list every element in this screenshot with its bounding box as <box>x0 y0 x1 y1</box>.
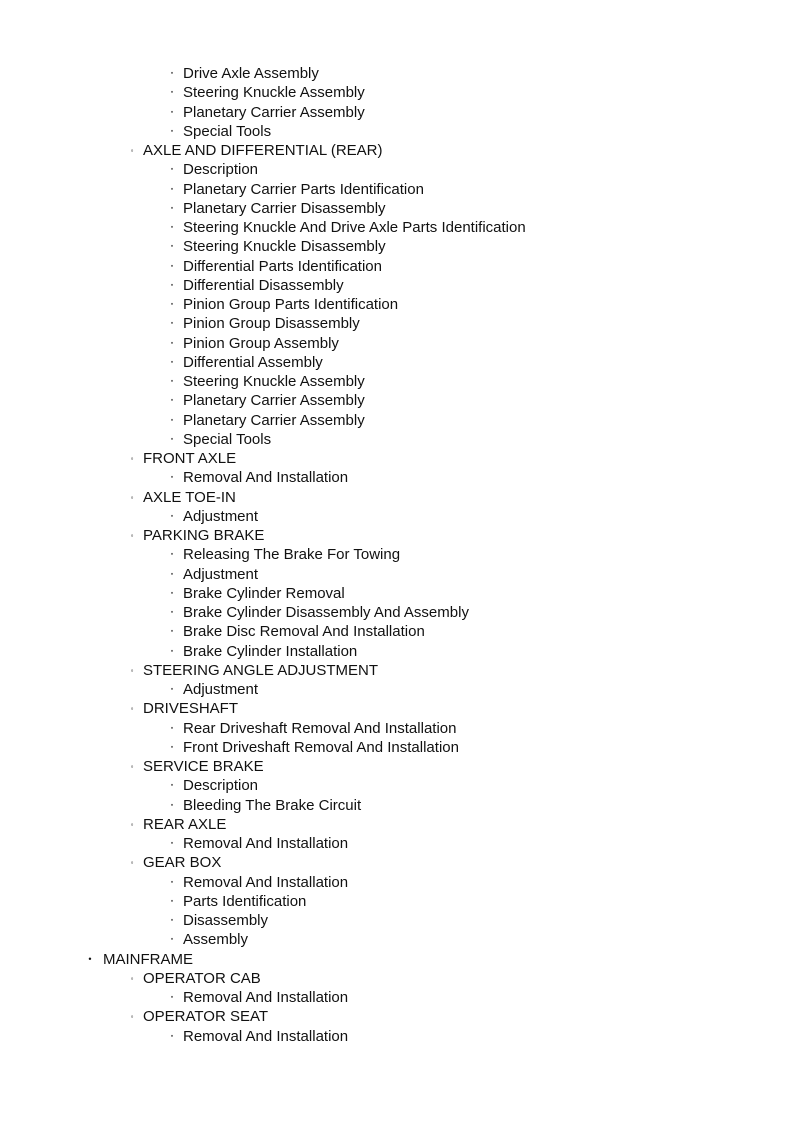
toc-entry-label: GEAR BOX <box>143 854 222 872</box>
toc-entry-label: Steering Knuckle Disassembly <box>183 238 386 256</box>
toc-entry[interactable] <box>0 873 794 892</box>
bullet-square-icon: ▪ <box>170 204 174 212</box>
toc-entry-label: SERVICE BRAKE <box>143 758 264 775</box>
bullet-square-icon: ▪ <box>170 358 174 366</box>
toc-entry[interactable] <box>0 353 794 372</box>
toc-entry[interactable] <box>0 930 794 949</box>
toc-entry-label: STEERING ANGLE ADJUSTMENT <box>143 661 379 679</box>
bullet-square-icon: ▪ <box>170 243 174 251</box>
toc-entry-label: Bleeding The Brake Circuit <box>183 796 362 814</box>
toc-entry-label: REAR AXLE <box>143 815 227 833</box>
toc-entry-label: Assembly <box>183 931 249 949</box>
toc-entry[interactable] <box>0 160 794 179</box>
bullet-square-icon: ▪ <box>170 609 174 616</box>
toc-entry[interactable] <box>0 237 794 256</box>
toc-entry-label: MAINFRAME <box>103 950 193 968</box>
toc-entry-label: Parts Identification <box>183 892 307 910</box>
bullet-circle-icon: ◦ <box>130 1012 134 1022</box>
bullet-square-icon: ▪ <box>170 474 174 482</box>
toc-entry-label: Special Tools <box>183 430 272 448</box>
bullet-square-icon: ▪ <box>170 724 174 732</box>
toc-entry[interactable] <box>0 468 794 487</box>
toc-entry-label: Removal And Installation <box>183 1027 349 1045</box>
bullet-circle-icon: ◦ <box>130 665 134 675</box>
toc-entry[interactable] <box>0 584 794 603</box>
bullet-circle-icon: ◦ <box>130 454 134 463</box>
bullet-square-icon: ▪ <box>170 782 174 790</box>
toc-entry[interactable] <box>0 719 794 738</box>
toc-entry-label: Front Driveshaft Removal And Installation <box>183 738 459 756</box>
toc-chapter[interactable] <box>0 526 794 545</box>
bullet-square-icon: ▪ <box>170 281 174 289</box>
bullet-square-icon: ▪ <box>170 70 174 77</box>
bullet-square-icon: ▪ <box>170 166 174 174</box>
toc-entry[interactable] <box>0 796 794 815</box>
toc-entry[interactable] <box>0 834 794 853</box>
bullet-square-icon: ▪ <box>170 686 174 693</box>
bullet-square-icon: ▪ <box>170 628 174 636</box>
toc-entry[interactable] <box>0 199 794 218</box>
toc-entry[interactable] <box>0 314 794 333</box>
toc-entry-label: OPERATOR SEAT <box>143 1008 269 1026</box>
toc-entry-label: Description <box>183 161 259 179</box>
bullet-circle-icon: ◦ <box>130 973 134 983</box>
toc-entry-label: Pinion Group Assembly <box>183 334 339 352</box>
bullet-square-icon: ▪ <box>170 743 174 751</box>
toc-entry-label: OPERATOR CAB <box>143 969 261 987</box>
toc-entry[interactable] <box>0 507 794 526</box>
bullet-circle-icon: ◦ <box>130 704 134 714</box>
toc-entry-label: DRIVESHAFT <box>143 700 239 718</box>
toc-entry[interactable] <box>0 276 794 295</box>
bullet-circle-icon: ◦ <box>130 531 134 540</box>
toc-chapter[interactable] <box>0 757 794 776</box>
toc-entry[interactable] <box>0 622 794 641</box>
bullet-square-icon: ▪ <box>170 570 174 578</box>
bullet-square-icon: ▪ <box>170 435 174 443</box>
toc-entry-label: Adjustment <box>183 681 259 698</box>
bullet-square-icon: ▪ <box>170 89 174 97</box>
toc-entry-label: Disassembly <box>183 912 269 929</box>
toc-entry-label: Adjustment <box>183 507 259 525</box>
toc-entry-label: AXLE TOE-IN <box>143 488 236 506</box>
toc-entry[interactable] <box>0 334 794 353</box>
bullet-square-icon: ▪ <box>170 840 174 847</box>
toc-entry[interactable] <box>0 122 794 141</box>
toc-entry-label: Planetary Carrier Disassembly <box>183 199 386 217</box>
bullet-square-icon: ▪ <box>170 897 174 905</box>
toc-entry[interactable] <box>0 391 794 410</box>
toc-entry[interactable] <box>0 64 794 83</box>
bullet-square-icon: ▪ <box>170 936 174 944</box>
toc-entry-label: PARKING BRAKE <box>143 527 265 544</box>
toc-entry-label: Steering Knuckle And Drive Axle Parts Identification <box>183 219 526 236</box>
toc-entry[interactable] <box>0 430 794 449</box>
bullet-square-icon: ▪ <box>170 262 174 270</box>
toc-entry-label: Brake Cylinder Disassembly And Assembly <box>183 604 469 621</box>
toc-entry-label: Pinion Group Parts Identification <box>183 296 399 313</box>
bullet-square-icon: ▪ <box>170 589 174 597</box>
toc-entry-label: Differential Assembly <box>183 353 323 371</box>
bullet-square-icon: ▪ <box>170 801 174 809</box>
bullet-circle-icon: ◦ <box>130 762 134 771</box>
bullet-square-icon: ▪ <box>170 108 174 116</box>
bullet-square-icon: ▪ <box>170 878 174 886</box>
bullet-square-icon: ▪ <box>170 301 174 308</box>
toc-entry[interactable] <box>0 257 794 276</box>
toc-chapter[interactable] <box>0 969 794 988</box>
toc-chapter[interactable] <box>0 141 794 160</box>
bullet-square-icon: ▪ <box>170 224 174 231</box>
toc-entry-label: FRONT AXLE <box>143 450 237 467</box>
toc-entry-label: Pinion Group Disassembly <box>183 315 360 333</box>
bullet-square-icon: ▪ <box>170 127 174 135</box>
bullet-square-icon: ▪ <box>170 320 174 328</box>
table-of-contents <box>0 64 794 1046</box>
toc-entry[interactable] <box>0 103 794 122</box>
toc-entry[interactable] <box>0 411 794 430</box>
bullet-circle-icon: ◦ <box>130 492 134 502</box>
toc-entry[interactable] <box>0 295 794 314</box>
bullet-square-icon: ▪ <box>170 378 174 385</box>
toc-entry-label: Planetary Carrier Assembly <box>183 411 365 429</box>
toc-entry[interactable] <box>0 83 794 102</box>
toc-entry[interactable] <box>0 603 794 622</box>
bullet-square-icon: ▪ <box>170 397 174 405</box>
toc-entry[interactable] <box>0 776 794 795</box>
toc-entry-label: Brake Cylinder Installation <box>183 642 358 660</box>
toc-entry-label: Rear Driveshaft Removal And Installation <box>183 719 457 737</box>
toc-entry[interactable] <box>0 565 794 584</box>
bullet-square-icon: ▪ <box>170 339 174 347</box>
toc-chapter[interactable] <box>0 699 794 718</box>
toc-entry-label: Steering Knuckle Assembly <box>183 84 365 102</box>
toc-entry[interactable] <box>0 680 794 699</box>
toc-section[interactable] <box>0 950 794 969</box>
toc-chapter[interactable] <box>0 488 794 507</box>
toc-chapter[interactable] <box>0 853 794 872</box>
bullet-square-icon: ▪ <box>170 917 174 924</box>
toc-entry-label: Description <box>183 777 259 795</box>
toc-entry-label: Special Tools <box>183 122 272 140</box>
toc-entry-label: Planetary Carrier Assembly <box>183 103 365 121</box>
bullet-square-icon: ▪ <box>170 551 174 559</box>
bullet-square-icon: ▪ <box>170 1032 174 1040</box>
toc-entry[interactable] <box>0 545 794 564</box>
toc-entry-label: Planetary Carrier Parts Identification <box>183 180 424 198</box>
toc-entry-label: Brake Cylinder Removal <box>183 584 345 602</box>
bullet-circle-icon: ◦ <box>130 819 134 829</box>
toc-entry[interactable] <box>0 218 794 237</box>
bullet-square-icon: ▪ <box>170 512 174 520</box>
toc-entry[interactable] <box>0 738 794 757</box>
bullet-circle-icon: ◦ <box>130 858 134 868</box>
toc-entry[interactable] <box>0 372 794 391</box>
bullet-circle-icon: ◦ <box>130 146 134 155</box>
toc-entry-label: Removal And Installation <box>183 873 349 891</box>
toc-chapter[interactable] <box>0 815 794 834</box>
toc-entry-label: Brake Disc Removal And Installation <box>183 623 425 641</box>
bullet-square-icon: ▪ <box>170 647 174 655</box>
toc-entry[interactable] <box>0 180 794 199</box>
toc-entry-label: Removal And Installation <box>183 989 349 1006</box>
toc-chapter[interactable] <box>0 661 794 680</box>
toc-entry-label: Removal And Installation <box>183 469 349 487</box>
toc-entry[interactable] <box>0 911 794 930</box>
toc-chapter[interactable] <box>0 449 794 468</box>
toc-chapter[interactable] <box>0 1007 794 1026</box>
bullet-square-icon: ▪ <box>170 994 174 1001</box>
toc-entry-label: Differential Parts Identification <box>183 257 382 275</box>
toc-entry[interactable] <box>0 892 794 911</box>
toc-entry-label: AXLE AND DIFFERENTIAL (REAR) <box>143 142 383 159</box>
toc-entry-label: Planetary Carrier Assembly <box>183 392 365 410</box>
toc-entry-label: Drive Axle Assembly <box>183 65 319 82</box>
bullet-disc-icon: • <box>88 953 92 964</box>
toc-entry-label: Differential Disassembly <box>183 276 344 294</box>
toc-entry-label: Releasing The Brake For Towing <box>183 546 401 564</box>
toc-entry-label: Adjustment <box>183 565 259 583</box>
toc-entry-label: Steering Knuckle Assembly <box>183 373 365 390</box>
toc-entry[interactable] <box>0 642 794 661</box>
bullet-square-icon: ▪ <box>170 185 174 193</box>
toc-entry[interactable] <box>0 988 794 1007</box>
toc-entry[interactable] <box>0 1027 794 1046</box>
bullet-square-icon: ▪ <box>170 416 174 424</box>
toc-entry-label: Removal And Installation <box>183 835 349 852</box>
